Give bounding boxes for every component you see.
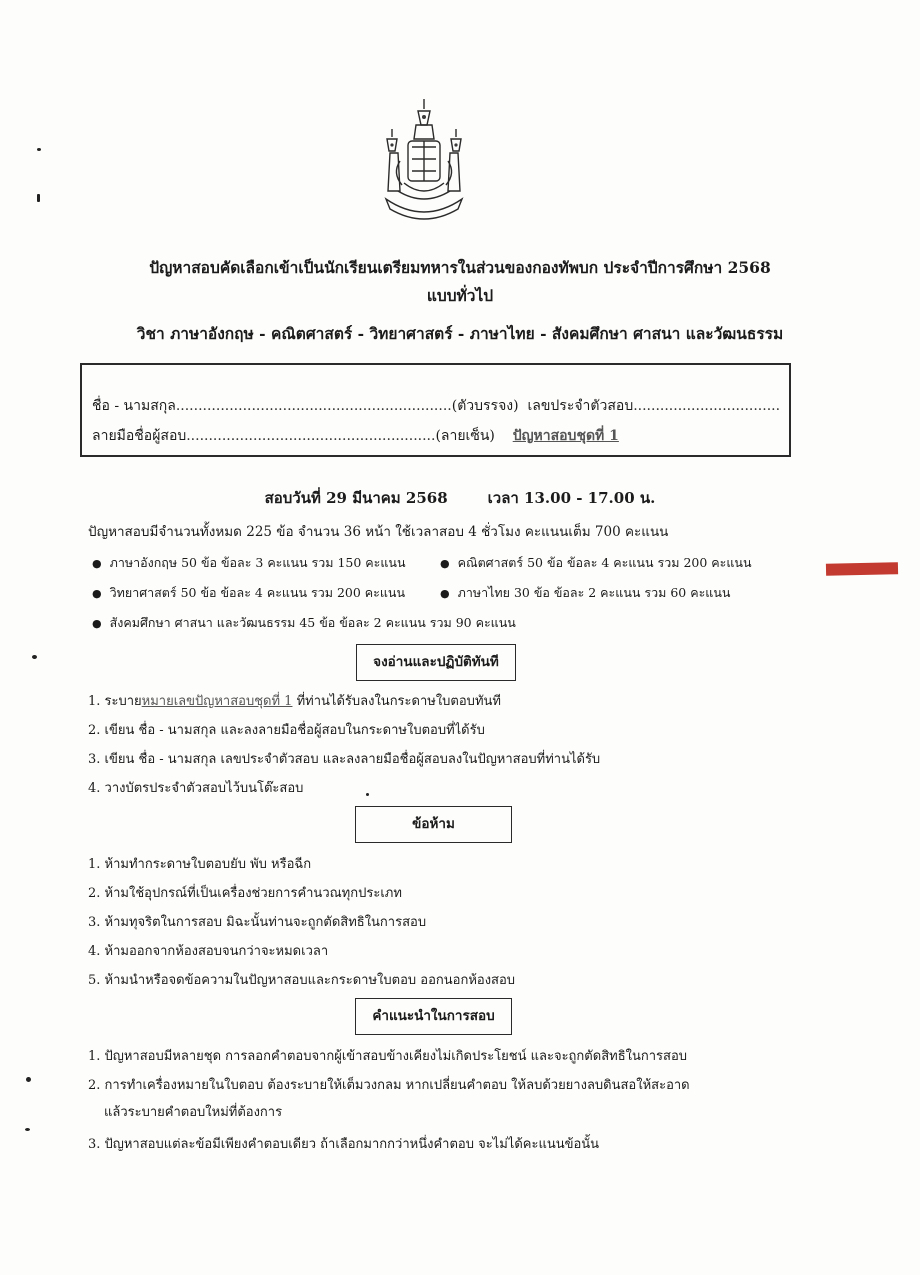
prohibition-item: 1. ห้ามทำกระดาษใบตอบยับ พับ หรือฉีก <box>88 857 312 872</box>
sign-row <box>92 425 619 447</box>
name-field[interactable]: .............................................................. <box>175 398 452 414</box>
advice-item: 2. การทำเครื่องหมายในใบตอบ ต้องระบายให้เต็มวงกลม หากเปลี่ยนคำตอบ ให้ลบด้วยยางลบดินสอให้สะอาด <box>88 1078 690 1093</box>
red-mark <box>826 562 898 576</box>
name-row <box>92 395 780 417</box>
id-field[interactable]: ................................. <box>633 398 781 414</box>
section-heading-instructions: จงอ่านและปฏิบัติทันที <box>356 644 516 681</box>
subject-item: ● วิทยาศาสตร์ 50 ข้อ ข้อละ 4 คะแนน รวม 200 คะแนน <box>92 583 405 603</box>
exam-title: ปัญหาสอบคัดเลือกเข้าเป็นนักเรียนเตรียมทหารในส่วนของกองทัพบก ประจำปีการศึกษา 2568 <box>149 258 771 277</box>
scan-speck <box>37 148 41 151</box>
prohibition-item: 4. ห้ามออกจากห้องสอบจนกว่าจะหมดเวลา <box>88 944 329 959</box>
subject-item: ● ภาษาไทย 30 ข้อ ข้อละ 2 คะแนน รวม 60 คะแนน <box>440 583 730 603</box>
instruction-item: 2. เขียน ชื่อ - นามสกุล และลงลายมือชื่อผู้สอบในกระดาษใบตอบที่ได้รับ <box>88 723 485 738</box>
exam-summary: ปัญหาสอบมีจำนวนทั้งหมด 225 ข้อ จำนวน 36 หน้า ใช้เวลาสอบ 4 ชั่วโมง คะแนนเต็ม 700 คะแนน <box>88 524 669 540</box>
advice-item: 3. ปัญหาสอบแต่ละข้อมีเพียงคำตอบเดียว ถ้าเลือกมากกว่าหนึ่งคำตอบ จะไม่ได้คะแนนข้อนั้น <box>88 1137 600 1152</box>
prohibition-item: 3. ห้ามทุจริตในการสอบ มิฉะนั้นท่านจะถูกตัดสิทธิในการสอบ <box>88 915 427 930</box>
name-label: ชื่อ - นามสกุล <box>92 398 176 414</box>
section-heading-advice: คำแนะนำในการสอบ <box>355 998 512 1035</box>
name-suffix: (ตัวบรรจง) <box>451 398 519 414</box>
exam-set-label: ปัญหาสอบชุดที่ 1 <box>512 428 619 444</box>
exam-time: เวลา 13.00 - 17.00 น. <box>487 489 656 507</box>
instruction-item: 4. วางบัตรประจำตัวสอบไว้บนโต๊ะสอบ <box>88 781 304 796</box>
exam-date: สอบวันที่ 29 มีนาคม 2568 <box>264 489 448 507</box>
royal-emblem-icon <box>378 95 470 223</box>
sign-label: ลายมือชื่อผู้สอบ <box>92 428 187 444</box>
exam-subjects-line: วิชา ภาษาอังกฤษ - คณิตศาสตร์ - วิทยาศาสตร์ - ภาษาไทย - สังคมศึกษา ศาสนา และวัฒนธรรม <box>136 324 784 343</box>
exam-set-number-ref: หมายเลขปัญหาสอบชุดที่ 1 <box>141 694 293 709</box>
sign-suffix: (ลายเซ็น) <box>435 428 495 444</box>
advice-item: 1. ปัญหาสอบมีหลายชุด การลอกคำตอบจากผู้เข้าสอบข้างเคียงไม่เกิดประโยชน์ และจะถูกตัดสิทธิในการสอบ <box>88 1049 688 1064</box>
prohibition-item: 5. ห้ามนำหรือจดข้อความในปัญหาสอบและกระดาษใบตอบ ออกนอกห้องสอบ <box>88 973 516 988</box>
instruction-item: 1. ระบายหมายเลขปัญหาสอบชุดที่ 1 ที่ท่านได้รับลงในกระดาษใบตอบทันที <box>88 694 501 709</box>
scan-speck <box>32 655 37 659</box>
subject-item: ● คณิตศาสตร์ 50 ข้อ ข้อละ 4 คะแนน รวม 200 คะแนน <box>440 553 752 573</box>
advice-item-continued: แล้วระบายคำตอบใหม่ที่ต้องการ <box>104 1105 283 1120</box>
exam-type: แบบทั่วไป <box>426 286 494 305</box>
scan-speck <box>25 1128 30 1131</box>
exam-date-line <box>0 486 920 510</box>
candidate-info-box <box>80 363 791 457</box>
subject-item: ● ภาษาอังกฤษ 50 ข้อ ข้อละ 3 คะแนน รวม 150 คะแนน <box>92 553 406 573</box>
scan-speck <box>26 1077 31 1082</box>
subject-item: ● สังคมศึกษา ศาสนา และวัฒนธรรม 45 ข้อ ข้อละ 2 คะแนน รวม 90 คะแนน <box>92 613 516 633</box>
scan-speck <box>366 793 369 796</box>
prohibition-item: 2. ห้ามใช้อุปกรณ์ที่เป็นเครื่องช่วยการคำนวณทุกประเภท <box>88 886 402 901</box>
id-label: เลขประจำตัวสอบ <box>527 398 634 414</box>
instruction-item: 3. เขียน ชื่อ - นามสกุล เลขประจำตัวสอบ และลงลายมือชื่อผู้สอบลงในปัญหาสอบที่ท่านได้รับ <box>88 752 601 767</box>
sign-field[interactable]: ........................................................ <box>186 428 436 444</box>
section-heading-prohibitions: ข้อห้าม <box>355 806 512 843</box>
scan-speck <box>37 194 40 202</box>
